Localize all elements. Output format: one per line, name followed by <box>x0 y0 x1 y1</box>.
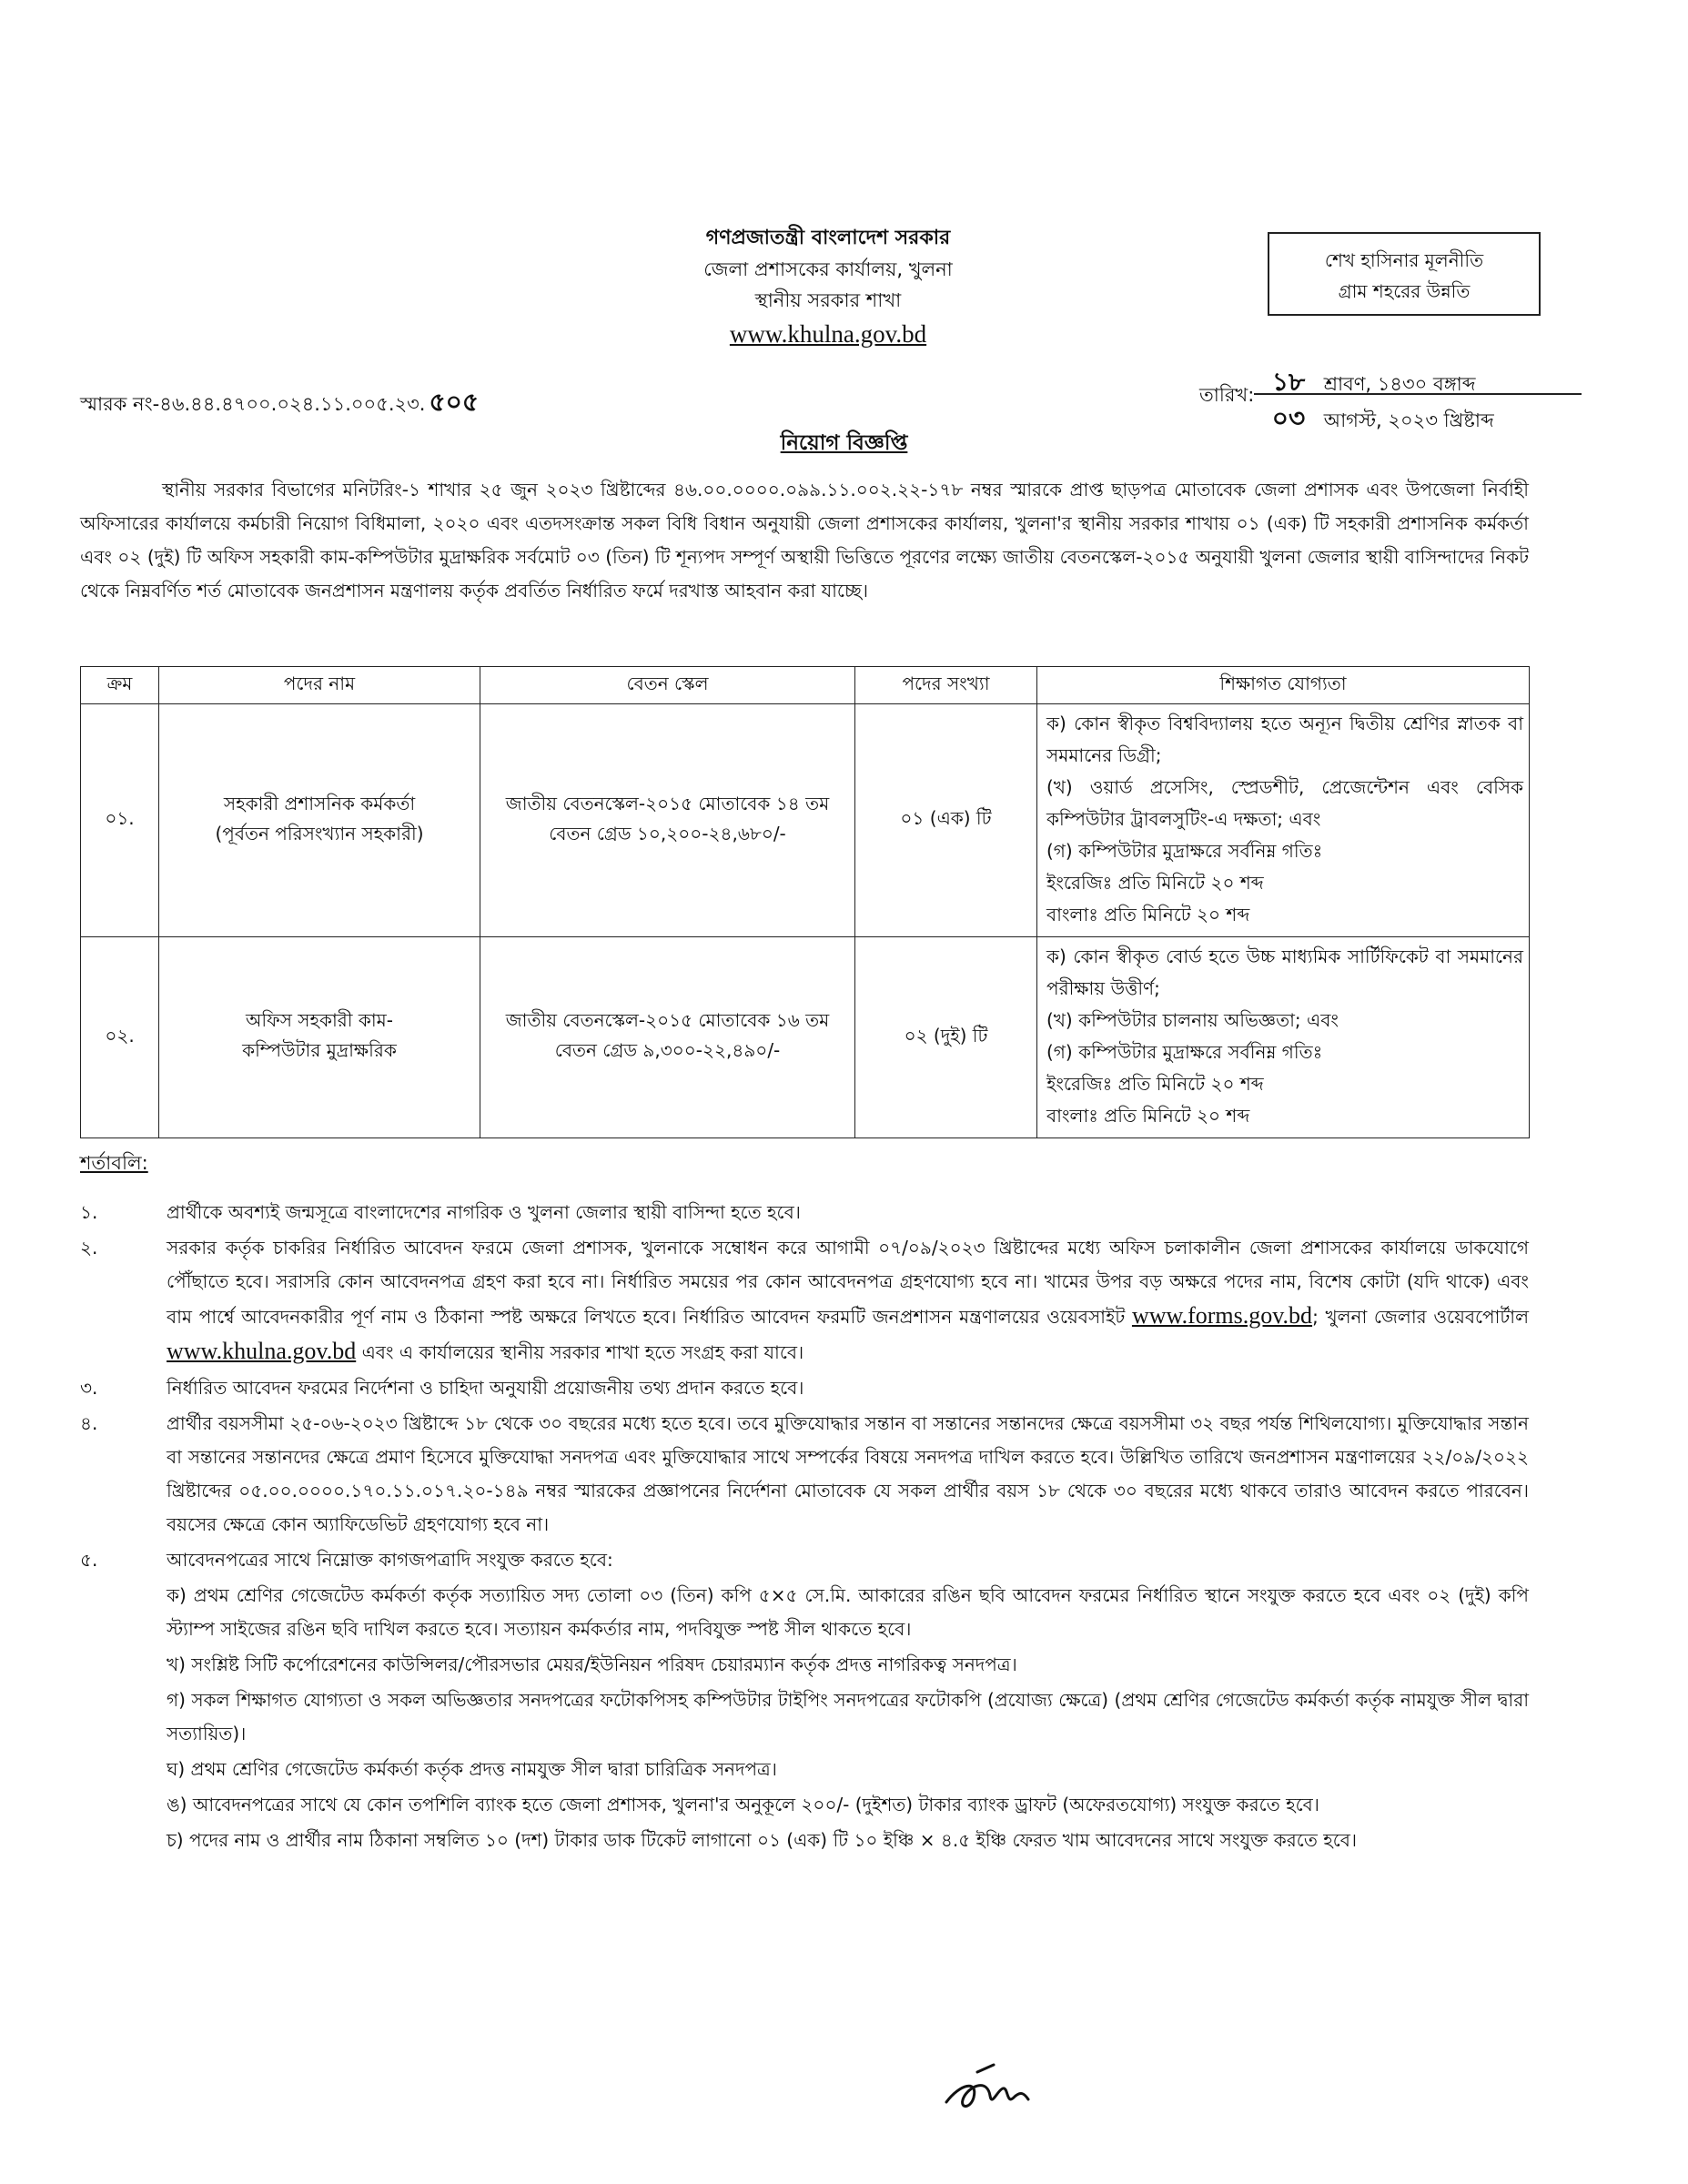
condition-number: ২. <box>80 1237 98 1259</box>
branch-name: স্থানীয় সরকার শাখা <box>754 289 902 311</box>
condition-item <box>80 1371 1529 1405</box>
post-name-line-2: কম্পিউটার মুদ্রাক্ষরিক <box>242 1039 397 1061</box>
condition-text: সরকার কর্তৃক চাকরির নির্ধারিত আবেদন ফরমে জেলা প্রশাসক, খুলনাকে সম্বোধন করে আগামী ০৭/০৯/২০২৩ খ্রিষ্টাব্দের মধ্যে অফিস চলাকালীন জেলা প্রশাসকের কার্যালয়ে ডাকযোগে পৌঁছাতে হবে। সরাসরি কোন আবেদনপত্র গ্রহণ করা হবে না। নির্ধারিত সময়ের পর কোন আবেদনপত্র গ্রহণযোগ্য হবে না। খামের উপর বড় অক্ষরে পদের নাম, বিশেষ কোটা (যদি থাকে) এবং বাম পার্শ্বে আবেদনকারীর পূর্ণ নাম ও ঠিকানা স্পষ্ট অক্ষরে লিখতে হবে। নির্ধারিত আবেদন ফরমটি জনপ্রশাসন মন্ত্রণালয়ের ওয়েবসাইট <box>167 1237 1529 1328</box>
condition-item <box>80 1196 1529 1229</box>
row-qualification <box>1037 704 1530 937</box>
website-link[interactable]: www.khulna.gov.bd <box>729 320 927 348</box>
conditions-heading: শর্তাবলি: <box>80 1152 148 1174</box>
row-post-name <box>159 937 480 1138</box>
notice-title-text: নিয়োগ বিজ্ঞপ্তি <box>780 431 908 455</box>
khulna-website-link[interactable]: www.khulna.gov.bd <box>167 1338 357 1364</box>
qualification-item: ক) কোন স্বীকৃত বিশ্ববিদ্যালয় হতে অন্যূন দ্বিতীয় শ্রেণির স্নাতক বা সমমানের ডিগ্রী; <box>1046 713 1523 766</box>
condition-number: ৪. <box>80 1412 98 1434</box>
notice-title <box>0 426 1688 461</box>
pay-scale-line-2: বেতন গ্রেড ৯,৩০০-২২,৪৯০/- <box>554 1039 781 1061</box>
memo-handwritten-number: ৫০৫ <box>429 387 480 417</box>
row-post-name <box>159 704 480 937</box>
memo-number <box>80 382 479 425</box>
col-post-count: পদের সংখ্যা <box>855 667 1037 704</box>
government-name: গণপ্রজাতন্ত্রী বাংলাদেশ সরকার <box>705 227 951 249</box>
office-name: জেলা প্রশাসকের কার্যালয়, খুলনা <box>703 258 953 280</box>
row-qualification <box>1037 937 1530 1138</box>
intro-paragraph: স্থানীয় সরকার বিভাগের মনিটরিং-১ শাখার ২৫ জুন ২০২৩ খ্রিষ্টাব্দের ৪৬.০০.০০০০.০৯৯.১১.০০২.২২-১৭৮ নম্বর স্মারকে প্রাপ্ত ছাড়পত্র মোতাবেক জেলা প্রশাসক এবং উপজেলা নির্বাহী অফিসারের কার্যালয়ে কর্মচারী নিয়োগ বিধিমালা, ২০২০ এবং এতদসংক্রান্ত সকল বিধি বিধান অনুযায়ী জেলা প্রশাসকের কার্যালয়, খুলনা'র স্থানীয় সরকার শাখায় ০১ (এক) টি সহকারী প্রশাসনিক কর্মকর্তা এবং ০২ (দুই) টি অফিস সহকারী কাম-কম্পিউটার মুদ্রাক্ষরিক সর্বমোট ০৩ (তিন) টি শূন্যপদ সম্পূর্ণ অস্থায়ী ভিত্তিতে পূরণের লক্ষ্যে জাতীয় বেতনস্কেল-২০১৫ অনুযায়ী খুলনা জেলার স্থায়ী বাসিন্দাদের নিকট থেকে নিম্নবর্ণিত শর্ত মোতাবেক জনপ্রশাসন মন্ত্রণালয় কর্তৃক প্রবর্তিত নির্ধারিত ফর্মে দরখাস্ত আহবান করা যাচ্ছে। <box>80 479 1529 602</box>
row-serial: ০২. <box>81 937 159 1138</box>
condition-item <box>80 1231 1529 1370</box>
vacancy-table <box>80 666 1530 1138</box>
table-row <box>81 937 1530 1138</box>
qualification-item: (খ) ওয়ার্ড প্রসেসিং, স্প্রেডশীট, প্রেজেন্টেশন এবং বেসিক কম্পিউটার ট্রাবলসুটিং-এ দক্ষতা; এবং <box>1046 776 1523 830</box>
date-english-day: ০৩ <box>1271 403 1306 433</box>
document-requirement: ক) প্রথম শ্রেণির গেজেটেড কর্মকর্তা কর্তৃক সত্যায়িত সদ্য তোলা ০৩ (তিন) কপি ৫×৫ সে.মি. আকারের রঙিন ছবি আবেদন ফরমের নির্ধারিত স্থানে সংযুক্ত করতে হবে এবং ০২ (দুই) কপি স্ট্যাম্প সাইজের রঙিন ছবি দাখিল করতে হবে। সত্যায়ন কর্মকর্তার নাম, পদবিযুক্ত স্পষ্ট সীল থাকতে হবে। <box>167 1584 1529 1640</box>
post-name-line-1: সহকারী প্রশাসনিক কর্মকর্তা <box>223 792 416 814</box>
qualification-item: ক) কোন স্বীকৃত বোর্ড হতে উচ্চ মাধ্যমিক সার্টিফিকেট বা সমমানের পরীক্ষায় উত্তীর্ণ; <box>1046 945 1523 999</box>
qualification-item: বাংলাঃ প্রতি মিনিটে ২০ শব্দ <box>1046 904 1250 925</box>
condition-text: ; খুলনা জেলার ওয়েবপোর্টাল <box>1312 1306 1529 1328</box>
row-post-count: ০১ (এক) টি <box>855 704 1037 937</box>
condition-text: নির্ধারিত আবেদন ফরমের নির্দেশনা ও চাহিদা অনুযায়ী প্রয়োজনীয় তথ্য প্রদান করতে হবে। <box>167 1377 804 1399</box>
motto-line-2: গ্রাম শহরের উন্নতি <box>1338 280 1471 302</box>
date-bangla-day: ১৮ <box>1271 367 1306 397</box>
pay-scale-line-2: বেতন গ্রেড ১০,২০০-২৪,৬৮০/- <box>549 822 786 844</box>
document-requirement: খ) সংশ্লিষ্ট সিটি কর্পোরেশনের কাউন্সিলর/পৌরসভার মেয়র/ইউনিয়ন পরিষদ চেয়ারম্যান কর্তৃক প্রদত্ত নাগরিকত্ব সনদপত্র। <box>167 1653 1017 1675</box>
motto-line-1: শেখ হাসিনার মূলনীতি <box>1324 249 1484 271</box>
condition-text: প্রার্থীকে অবশ্যই জন্মসূত্রে বাংলাদেশের নাগরিক ও খুলনা জেলার স্থায়ী বাসিন্দা হতে হবে। <box>167 1201 801 1223</box>
conditions-list <box>80 1196 1529 1859</box>
date-divider <box>1254 393 1582 395</box>
qualification-item: (খ) কম্পিউটার চালনায় অভিজ্ঞতা; এবং <box>1046 1009 1339 1031</box>
post-name-line-1: অফিস সহকারী কাম- <box>246 1009 393 1031</box>
pay-scale-line-1: জাতীয় বেতনস্কেল-২০১৫ মোতাবেক ১৬ তম <box>505 1009 830 1031</box>
document-requirement: চ) পদের নাম ও প্রার্থীর নাম ঠিকানা সম্বলিত ১০ (দশ) টাকার ডাক টিকেট লাগানো ০১ (এক) টি ১০ ইঞ্চি × ৪.৫ ইঞ্চি ফেরত খাম আবেদনের সাথে সংযুক্ত করতে হবে। <box>167 1829 1358 1851</box>
pay-scale-line-1: জাতীয় বেতনস্কেল-২০১৫ মোতাবেক ১৪ তম <box>505 792 830 814</box>
condition-text: এবং এ কার্যালয়ের স্থানীয় সরকার শাখা হতে সংগ্রহ করা যাবে। <box>356 1341 804 1363</box>
qualification-item: বাংলাঃ প্রতি মিনিটে ২০ শব্দ <box>1046 1105 1250 1127</box>
row-post-count: ০২ (দুই) টি <box>855 937 1037 1138</box>
condition-number: ৫. <box>80 1549 98 1571</box>
post-name-line-2: (পূর্বতন পরিসংখ্যান সহকারী) <box>215 822 424 844</box>
qualification-item: (গ) কম্পিউটার মুদ্রাক্ষরে সর্বনিম্ন গতিঃ <box>1046 840 1323 862</box>
col-pay-scale: বেতন স্কেল <box>480 667 855 704</box>
document-requirement: গ) সকল শিক্ষাগত যোগ্যতা ও সকল অভিজ্ঞতার সনদপত্রের ফটোকপিসহ কম্পিউটার টাইপিং সনদপত্রের ফটোকপি (প্রযোজ্য ক্ষেত্রে) (প্রথম শ্রেণির গেজেটেড কর্মকর্তা কর্তৃক নামযুক্ত সীল দ্বারা সত্যায়িত)। <box>167 1689 1529 1744</box>
row-pay-scale <box>480 704 855 937</box>
row-serial: ০১. <box>81 704 159 937</box>
condition-number: ১. <box>80 1201 98 1223</box>
signature-mark <box>937 2052 1065 2125</box>
col-qualification: শিক্ষাগত যোগ্যতা <box>1037 667 1530 704</box>
date-label: তারিখ: <box>1199 384 1255 406</box>
col-post-name: পদের নাম <box>159 667 480 704</box>
motto-box <box>1268 232 1541 316</box>
condition-text: আবেদনপত্রের সাথে নিম্নোক্ত কাগজপত্রাদি সংযুক্ত করতে হবে: <box>167 1549 613 1571</box>
document-requirement: ঙ) আবেদনপত্রের সাথে যে কোন তপশিলি ব্যাংক হতে জেলা প্রশাসক, খুলনা'র অনুকূলে ২০০/- (দুইশত) টাকার ব্যাংক ড্রাফট (অফেরতযোগ্য) সংযুক্ত করতে হবে। <box>167 1794 1319 1815</box>
condition-item <box>80 1543 1529 1857</box>
letterhead <box>564 223 1092 352</box>
qualification-item: (গ) কম্পিউটার মুদ্রাক্ষরে সর্বনিম্ন গতিঃ <box>1046 1041 1323 1063</box>
table-row <box>81 704 1530 937</box>
document-requirement: ঘ) প্রথম শ্রেণির গেজেটেড কর্মকর্তা কর্তৃক প্রদত্ত নামযুক্ত সীল দ্বারা চারিত্রিক সনদপত্র। <box>167 1758 777 1780</box>
forms-website-link[interactable]: www.forms.gov.bd <box>1131 1302 1313 1329</box>
signature <box>937 2052 1065 2128</box>
col-serial: ক্রম <box>81 667 159 704</box>
row-pay-scale <box>480 937 855 1138</box>
table-header-row <box>81 667 1530 704</box>
condition-item <box>80 1407 1529 1542</box>
memo-label: স্মারক নং-৪৬.৪৪.৪৭০০.০২৪.১১.০০৫.২৩. <box>80 393 426 415</box>
condition-text: প্রার্থীর বয়সসীমা ২৫-০৬-২০২৩ খ্রিষ্টাব্দে ১৮ থেকে ৩০ বছরের মধ্যে হতে হবে। তবে মুক্তিযোদ্ধার সন্তান বা সন্তানের সন্তানদের ক্ষেত্রে বয়সসীমা ৩২ বছর পর্যন্ত শিথিলযোগ্য। মুক্তিযোদ্ধার সন্তান বা সন্তানের সন্তানদের ক্ষেত্রে প্রমাণ হিসেবে মুক্তিযোদ্ধা সনদপত্র এবং মুক্তিযোদ্ধার সাথে সম্পর্কের বিষয়ে সনদপত্র দাখিল করতে হবে। উল্লিখিত তারিখে জনপ্রশাসন মন্ত্রণালয়ের ২২/০৯/২০২২ খ্রিষ্টাব্দের ০৫.০০.০০০০.১৭০.১১.০১৭.২০-১৪৯ নম্বর স্মারকের প্রজ্ঞাপনের নির্দেশনা মোতাবেক যে সকল প্রার্থীর বয়স ১৮ থেকে ৩০ বছরের মধ্যে থাকবে তারাও আবেদন করতে পারবেন। বয়সের ক্ষেত্রে কোন অ্যাফিডেভিট গ্রহণযোগ্য হবে না। <box>167 1412 1529 1535</box>
date-english-rest: আগস্ট, ২০২৩ খ্রিষ্টাব্দ <box>1323 410 1494 431</box>
condition-number: ৩. <box>80 1377 98 1399</box>
qualification-item: ইংরেজিঃ প্রতি মিনিটে ২০ শব্দ <box>1046 1073 1264 1095</box>
date-bangla-rest: শ্রাবণ, ১৪৩০ বঙ্গাব্দ <box>1323 373 1476 395</box>
qualification-item: ইংরেজিঃ প্রতি মিনিটে ২০ শব্দ <box>1046 872 1264 894</box>
